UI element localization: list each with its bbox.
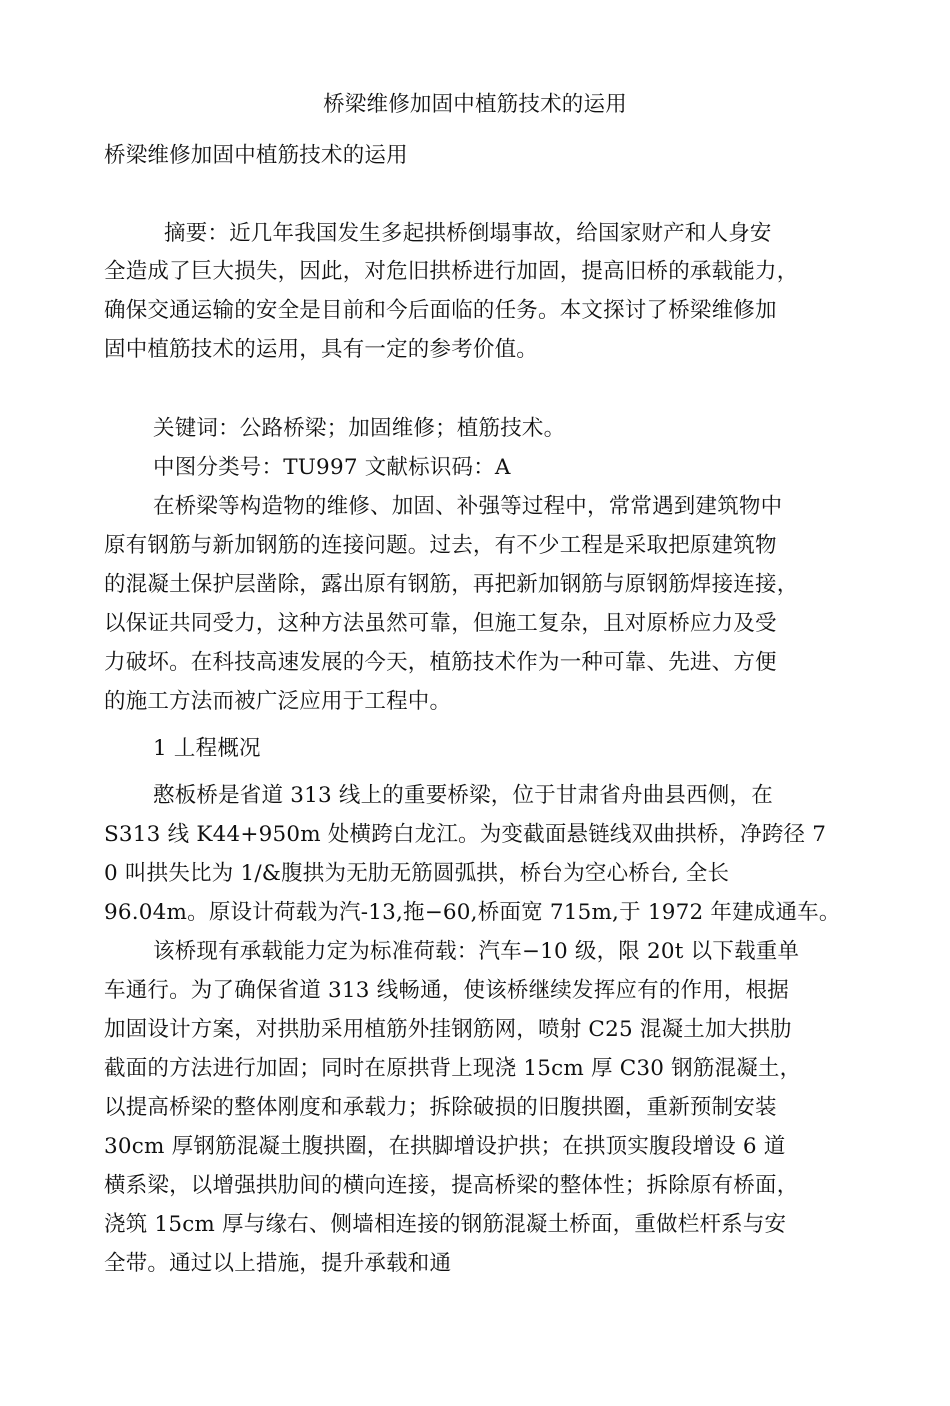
body-line: 横系梁，以增强拱肋间的横向连接，提高桥梁的整体性；拆除原有桥面， bbox=[104, 1173, 799, 1198]
body-line: 30cm 厚钢筋混凝土腹拱圈，在拱脚增设护拱；在拱顶实腹段增设 6 道 bbox=[104, 1134, 786, 1159]
intro-line: 的混凝土保护层凿除，露出原有钢筋，再把新加钢筋与原钢筋焊接连接， bbox=[104, 572, 799, 597]
abstract-line: 摘要：近几年我国发生多起拱桥倒塌事故，给国家财产和人身安 bbox=[164, 221, 772, 246]
body-line: 全带。通过以上措施，提升承载和通 bbox=[104, 1251, 452, 1276]
intro-line: 力破坏。在科技高速发展的今天，植筋技术作为一种可靠、先进、方便 bbox=[104, 650, 777, 675]
body-line: 加固设计方案，对拱肋采用植筋外挂钢筋网，喷射 C25 混凝土加大拱肋 bbox=[104, 1017, 792, 1042]
body-line: 0 叫拱失比为 1/&腹拱为无肋无筋圆弧拱，桥台为空心桥台, 全长 bbox=[104, 861, 730, 886]
body-line: 该桥现有承载能力定为标准荷载：汽车−10 级，限 20t 以下载重单 bbox=[153, 939, 800, 964]
body-line: 浇筑 15cm 厚与缘右、侧墙相连接的钢筋混凝土桥面，重做栏杆系与安 bbox=[104, 1212, 787, 1237]
body-line: 以提高桥梁的整体刚度和承载力；拆除破损的旧腹拱圈，重新预制安装 bbox=[104, 1095, 777, 1120]
body-line: 车通行。为了确保省道 313 线畅通，使该桥继续发挥应有的作用，根据 bbox=[104, 978, 790, 1003]
body-line: S313 线 K44+950m 处横跨白龙江。为变截面悬链线双曲拱桥，净跨径 7 bbox=[104, 822, 827, 847]
abstract-line: 固中植筋技术的运用，具有一定的参考价值。 bbox=[104, 337, 539, 362]
body-line: 96.04m。原设计荷载为汽-13,拖−60,桥面宽 715m,于 1972 年建成通车。 bbox=[104, 900, 841, 925]
keywords-line: 关键词：公路桥梁；加固维修；植筋技术。 bbox=[153, 416, 566, 441]
abstract-line: 全造成了巨大损失，因此，对危旧拱桥进行加固，提高旧桥的承载能力， bbox=[104, 259, 799, 284]
intro-line: 在桥梁等构造物的维修、加固、补强等过程中，常常遇到建筑物中 bbox=[153, 494, 783, 519]
section-heading: 1 丄程概况 bbox=[153, 736, 261, 761]
body-line: 截面的方法进行加固；同时在原拱背上现浇 15cm 厚 C30 钢筋混凝土， bbox=[104, 1056, 802, 1081]
classification-line: 中图分类号：TU997 文献标识码：A bbox=[153, 455, 511, 480]
intro-line: 的施工方法而被广泛应用于工程中。 bbox=[104, 689, 452, 714]
abstract-line: 确保交通运输的安全是目前和今后面临的任务。本文探讨了桥梁维修加 bbox=[104, 298, 777, 323]
intro-line: 以保证共同受力，这种方法虽然可靠，但施工复杂，且对原桥应力及受 bbox=[104, 611, 777, 636]
document-subtitle: 桥梁维修加固中植筋技术的运用 bbox=[104, 143, 408, 168]
intro-line: 原有钢筋与新加钢筋的连接问题。过去，有不少工程是采取把原建筑物 bbox=[104, 533, 777, 558]
body-line: 憨板桥是省道 313 线上的重要桥梁，位于甘肃省舟曲县西侧，在 bbox=[153, 783, 773, 808]
document-title: 桥梁维修加固中植筋技术的运用 bbox=[323, 92, 627, 117]
